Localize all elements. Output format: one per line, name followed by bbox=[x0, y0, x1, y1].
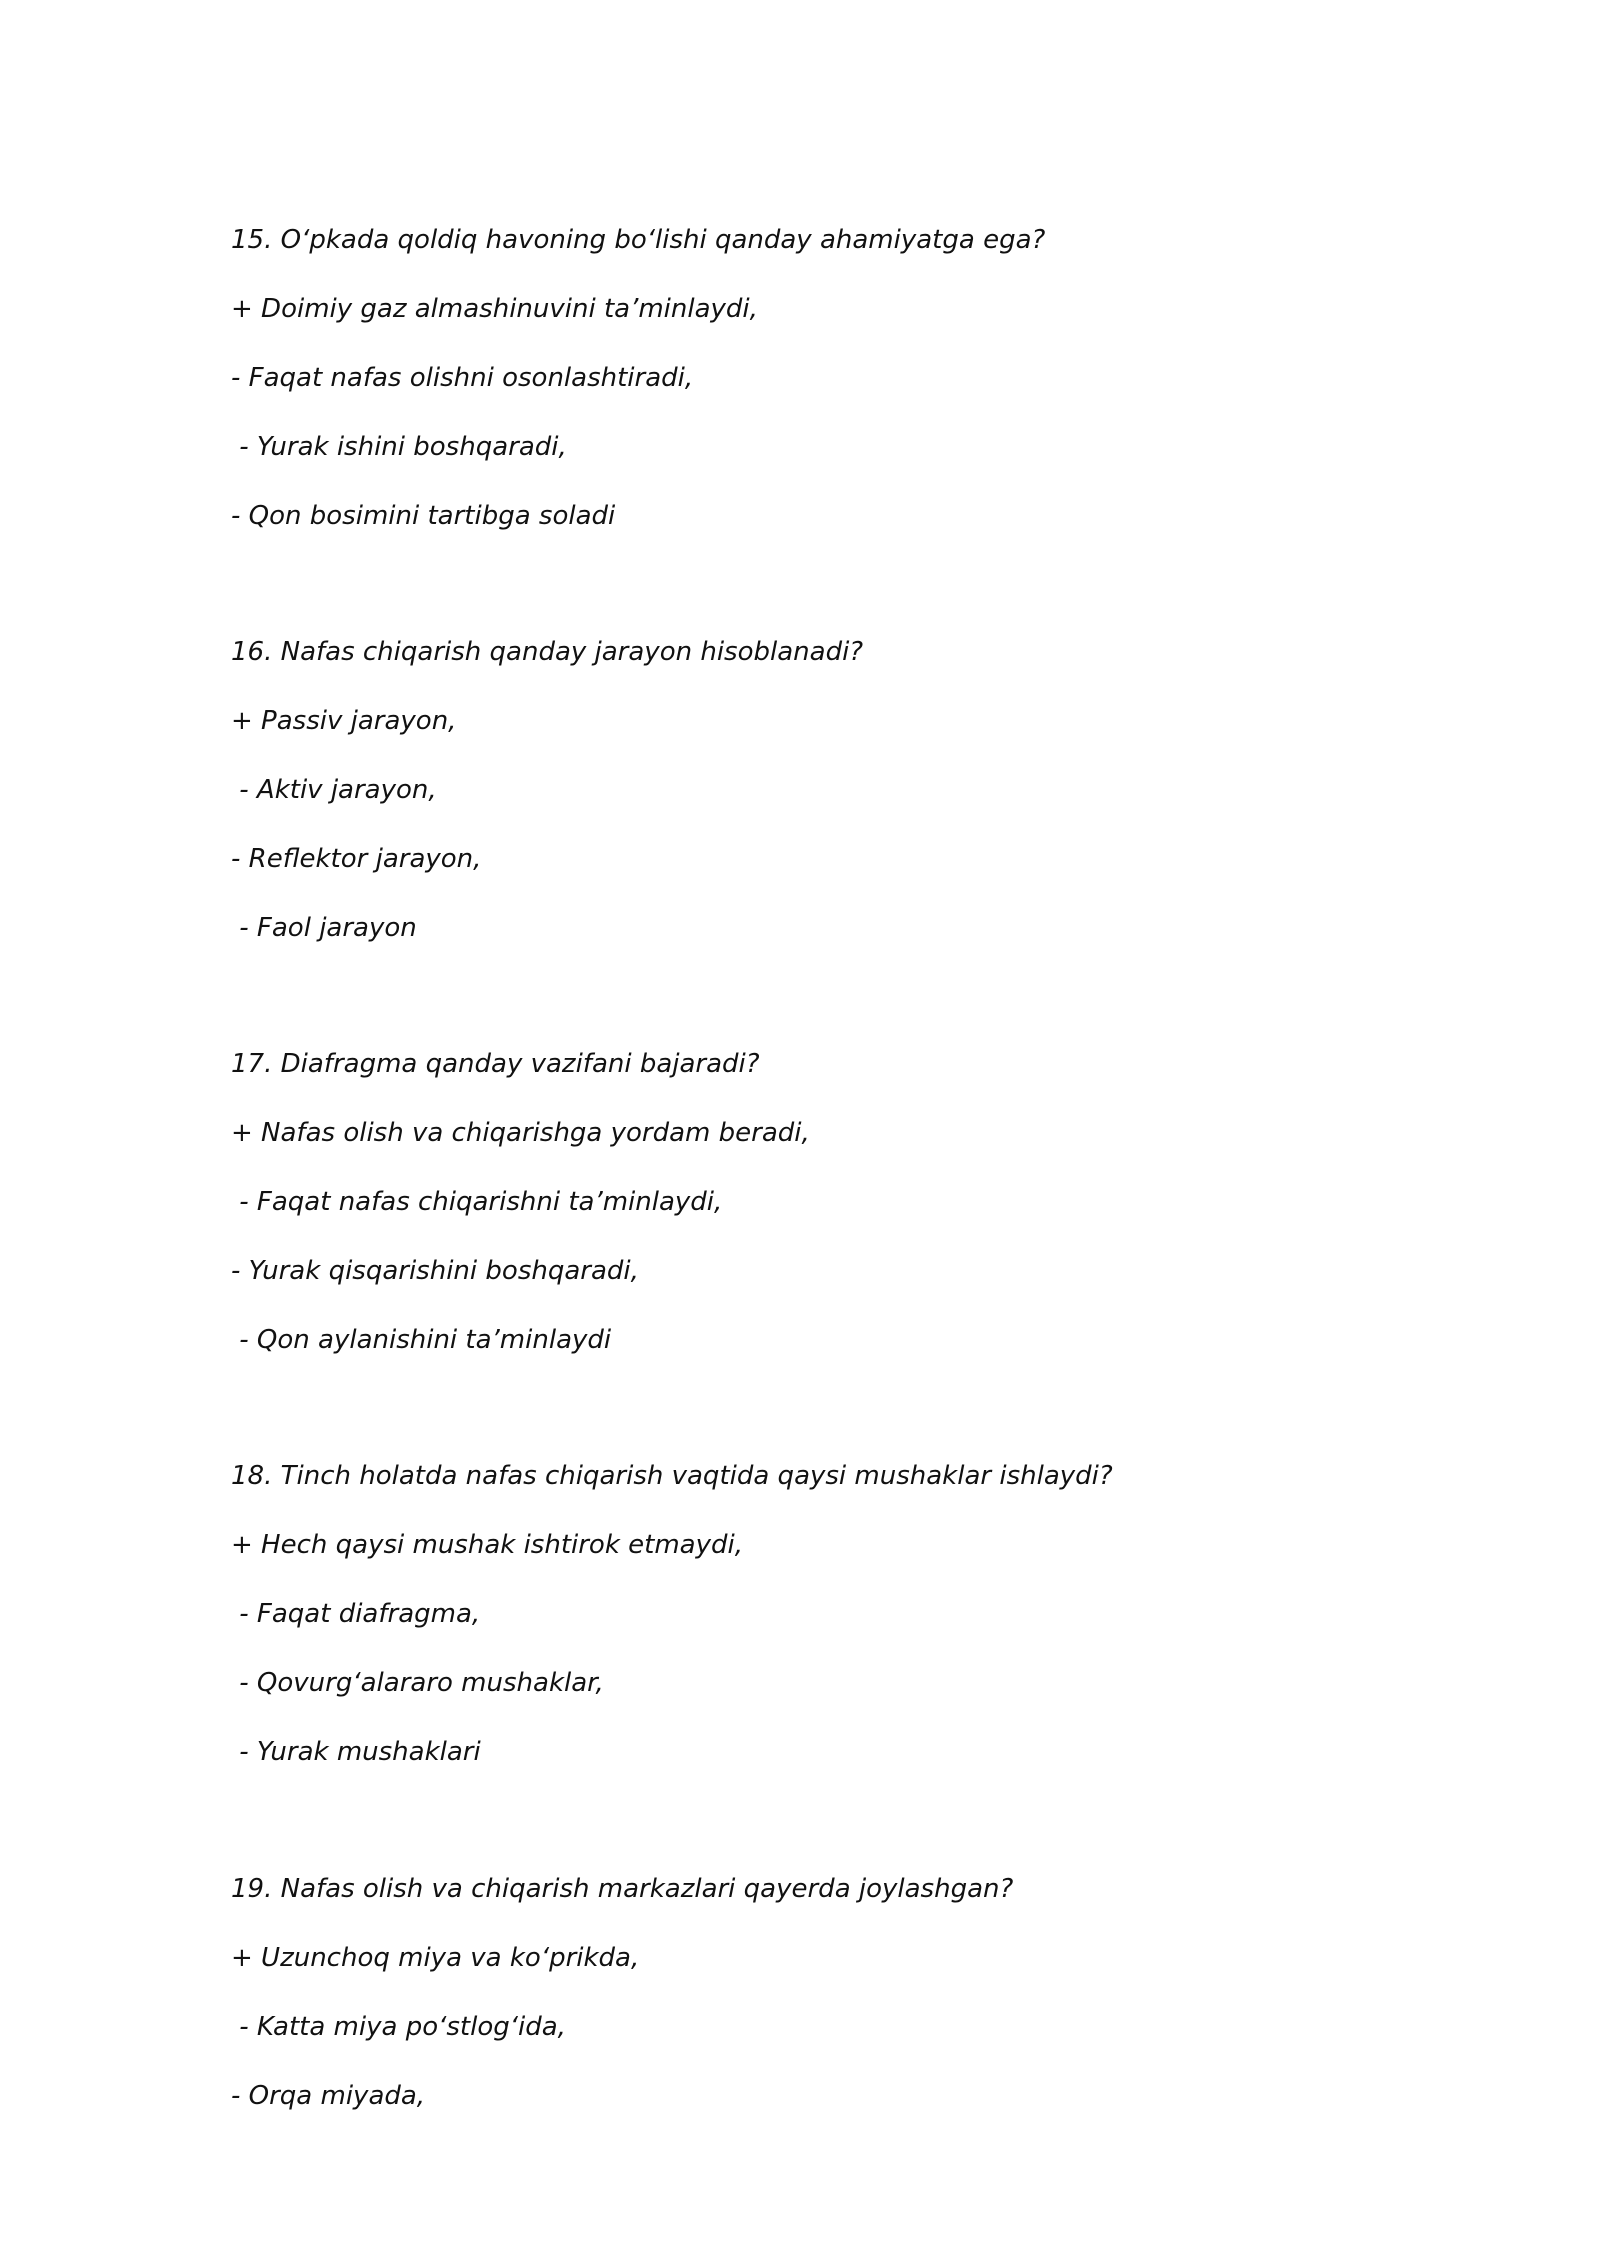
question-19 bbox=[231, 1873, 1431, 2149]
answer-option: - Faol jarayon bbox=[231, 913, 417, 943]
question-16 bbox=[231, 636, 1431, 981]
question-text: 18. Tinch holatda nafas chiqarish vaqtida qaysi mushaklar ishlaydi? bbox=[231, 1461, 1113, 1491]
answer-option: - Qon aylanishini ta’minlaydi bbox=[231, 1325, 612, 1355]
answer-option: - Faqat nafas olishni osonlashtiradi, bbox=[231, 363, 694, 393]
question-text: 16. Nafas chiqarish qanday jarayon hisoblanadi? bbox=[231, 637, 864, 667]
answer-option: + Passiv jarayon, bbox=[231, 706, 457, 736]
question-18 bbox=[231, 1460, 1431, 1805]
answer-option: - Aktiv jarayon, bbox=[231, 775, 437, 805]
answer-option: - Faqat diafragma, bbox=[231, 1599, 481, 1629]
question-17 bbox=[231, 1048, 1431, 1393]
question-text: 19. Nafas olish va chiqarish markazlari qayerda joylashgan? bbox=[231, 1874, 1014, 1904]
answer-option: + Uzunchoq miya va ko‘prikda, bbox=[231, 1943, 640, 1973]
answer-option: + Doimiy gaz almashinuvini ta’minlaydi, bbox=[231, 294, 758, 324]
question-15 bbox=[231, 224, 1431, 569]
answer-option: - Orqa miyada, bbox=[231, 2081, 426, 2111]
answer-option: - Yurak qisqarishini boshqaradi, bbox=[231, 1256, 639, 1286]
answer-option: - Faqat nafas chiqarishni ta’minlaydi, bbox=[231, 1187, 723, 1217]
answer-option: + Hech qaysi mushak ishtirok etmaydi, bbox=[231, 1530, 743, 1560]
answer-option: - Qovurg‘alararo mushaklar, bbox=[231, 1668, 604, 1698]
answer-option: - Yurak mushaklari bbox=[231, 1737, 481, 1767]
answer-option: - Qon bosimini tartibga soladi bbox=[231, 501, 616, 531]
question-text: 15. O‘pkada qoldiq havoning bo‘lishi qanday ahamiyatga ega? bbox=[231, 225, 1046, 255]
answer-option: - Katta miya po‘stlog‘ida, bbox=[231, 2012, 566, 2042]
answer-option: - Reflektor jarayon, bbox=[231, 844, 482, 874]
question-text: 17. Diafragma qanday vazifani bajaradi? bbox=[231, 1049, 760, 1079]
answer-option: + Nafas olish va chiqarishga yordam beradi, bbox=[231, 1118, 810, 1148]
answer-option: - Yurak ishini boshqaradi, bbox=[231, 432, 567, 462]
